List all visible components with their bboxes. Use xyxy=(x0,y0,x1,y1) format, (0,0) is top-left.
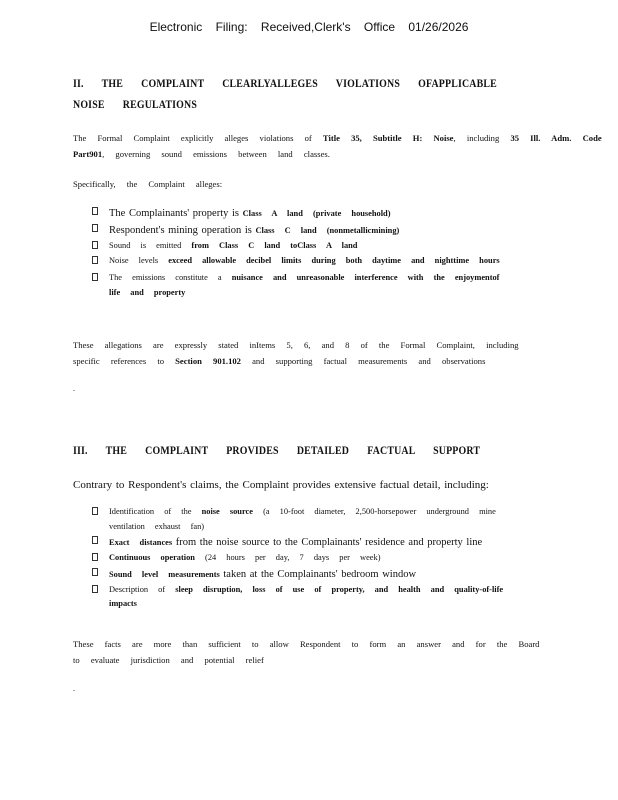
title-35-reference: Title 35, Subtitle H: Noise xyxy=(322,133,454,143)
list-item: The Complainants' property is Class A land (private household) xyxy=(92,205,552,222)
bullet-box-icon xyxy=(92,207,98,215)
bullet-box-icon xyxy=(92,507,98,515)
section-ii-heading-line1: II. THE COMPLAINT CLEARLYALLEGES VIOLATIONS OFAPPLICABLE xyxy=(73,78,497,90)
bullet-box-icon xyxy=(92,241,98,249)
section-ii-bullet-list xyxy=(92,205,552,300)
list-item: Exact distances from the noise source to the Complainants' residence and property line xyxy=(92,534,522,551)
list-item: Identification of the noise source (a 10-foot diameter, 2,500-horsepower underground mine ventilation exhaust fan) xyxy=(92,505,522,534)
bullet-box-icon xyxy=(92,273,98,281)
bullet-box-icon xyxy=(92,536,98,544)
bullet-box-icon xyxy=(92,568,98,576)
list-item: Sound level measurements taken at the Complainants' bedroom window xyxy=(92,566,522,583)
section-iii-end-dot: . xyxy=(73,684,75,693)
bullet-box-icon xyxy=(92,553,98,561)
specifically-line: Specifically, the Complaint alleges: xyxy=(73,179,223,189)
list-item: Sound is emitted from Class C land toClass A land xyxy=(92,239,552,254)
section-iii-heading: III. THE COMPLAINT PROVIDES DETAILED FACTUAL SUPPORT xyxy=(73,445,481,457)
section-iii-lead: Contrary to Respondent's claims, the Complaint provides extensive factual detail, including: xyxy=(73,479,489,491)
section-ii-paragraph-1: The Formal Complaint explicitly alleges violations of Title 35, Subtitle H: Noise, including 35 Ill. Adm. Code Part901, governing sound emissions between land classes. xyxy=(73,133,602,159)
bullet-box-icon xyxy=(92,256,98,264)
bullet-box-icon xyxy=(92,224,98,232)
section-901-102-reference: Section 901.102 xyxy=(175,356,241,366)
filing-stamp-header: Electronic Filing: Received,Clerk's Office 01/26/2026 xyxy=(149,20,469,34)
section-iii-bullet-list xyxy=(92,505,522,612)
list-item: Description of sleep disruption, loss of use of property, and health and quality-of-life impacts xyxy=(92,583,522,612)
bullet-box-icon xyxy=(92,585,98,593)
part-901-reference: 35 Ill. Adm. Code Part901 xyxy=(73,133,602,159)
section-ii-end-dot: . xyxy=(73,384,75,393)
section-ii-heading-line2: NOISE REGULATIONS xyxy=(73,99,198,111)
list-item: Respondent's mining operation is Class C land (nonmetallicmining) xyxy=(92,222,552,239)
section-ii-heading xyxy=(73,74,497,116)
section-iii-paragraph: These facts are more than sufficient to allow Respondent to form an answer and for the Board to evaluate jurisdiction and potential relief xyxy=(73,639,540,665)
list-item: The emissions constitute a nuisance and unreasonable interference with the enjoymentof life and property xyxy=(92,271,519,300)
list-item: Noise levels exceed allowable decibel limits during both daytime and nighttime hours xyxy=(92,254,519,269)
section-ii-paragraph-2: These allegations are expressly stated inItems 5, 6, and 8 of the Formal Complaint, including specific references to Section 901.102 and supporting factual measurements and observations xyxy=(73,340,519,366)
list-item: Continuous operation (24 hours per day, 7 days per week) xyxy=(92,551,522,566)
